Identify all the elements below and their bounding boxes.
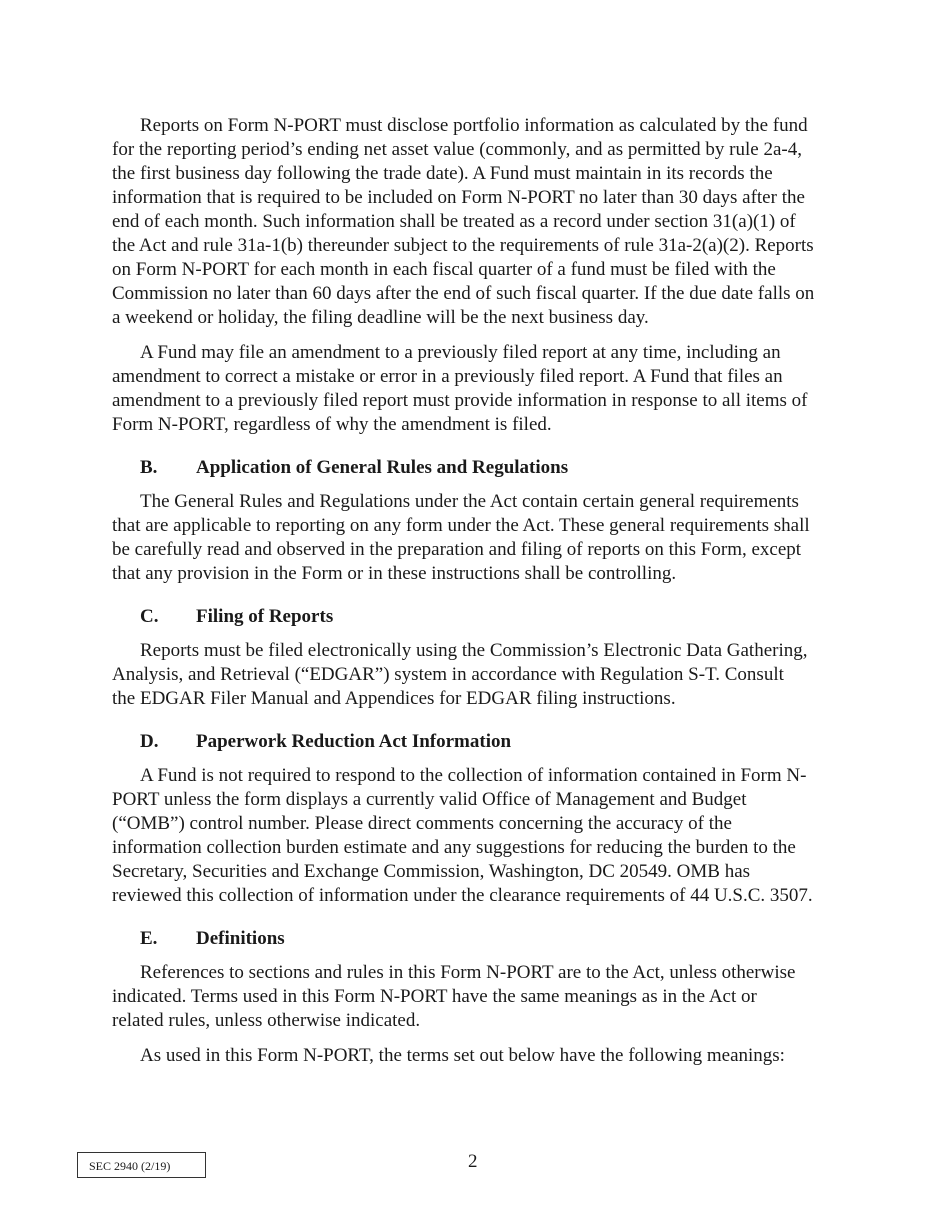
- section-title: Application of General Rules and Regulations: [196, 457, 569, 478]
- text-line: be carefully read and observed in the preparation and filing of reports on this Form, except: [112, 539, 802, 560]
- text-line: indicated. Terms used in this Form N-PORT have the same meanings as in the Act or: [112, 986, 757, 1007]
- section-title: Definitions: [196, 928, 285, 949]
- text-line: amendment to a previously filed report must provide information in response to all items of: [112, 390, 808, 411]
- section-letter: B.: [140, 457, 158, 478]
- text-line: the Act and rule 31a-1(b) thereunder subject to the requirements of rule 31a-2(a)(2). Reports: [112, 235, 814, 256]
- text-line: related rules, unless otherwise indicated.: [112, 1010, 421, 1031]
- form-code: SEC 2940 (2/19): [89, 1159, 171, 1173]
- text-line: Analysis, and Retrieval (“EDGAR”) system in accordance with Regulation S-T. Consult: [112, 664, 784, 685]
- section-title: Paperwork Reduction Act Information: [196, 731, 512, 752]
- text-line: that any provision in the Form or in these instructions shall be controlling.: [112, 563, 677, 584]
- text-line: on Form N-PORT for each month in each fiscal quarter of a fund must be filed with the: [112, 259, 776, 280]
- text-line: As used in this Form N-PORT, the terms set out below have the following meanings:: [140, 1045, 785, 1066]
- text-line: The General Rules and Regulations under the Act contain certain general requirements: [140, 491, 799, 512]
- section-heading: [140, 730, 511, 754]
- page-number: 2: [468, 1151, 478, 1172]
- paragraph: [112, 639, 852, 711]
- text-line: Secretary, Securities and Exchange Commission, Washington, DC 20549. OMB has: [112, 861, 751, 882]
- text-line: PORT unless the form displays a currently valid Office of Management and Budget: [112, 789, 747, 810]
- section-letter: E.: [140, 928, 158, 949]
- text-line: the first business day following the trade date). A Fund must maintain in its records the: [112, 163, 773, 184]
- text-line: information collection burden estimate and any suggestions for reducing the burden to the: [112, 837, 796, 858]
- text-line: References to sections and rules in this Form N-PORT are to the Act, unless otherwise: [140, 962, 796, 983]
- text-line: that are applicable to reporting on any form under the Act. These general requirements shall: [112, 515, 810, 536]
- text-line: (“OMB”) control number. Please direct comments concerning the accuracy of the: [112, 813, 732, 834]
- section-letter: D.: [140, 731, 159, 752]
- text-line: Reports on Form N-PORT must disclose portfolio information as calculated by the fund: [140, 115, 808, 136]
- section-heading: [140, 927, 285, 951]
- paragraph: [112, 490, 852, 586]
- paragraph: [112, 341, 852, 437]
- paragraph: [112, 114, 852, 330]
- text-line: for the reporting period’s ending net asset value (commonly, and as permitted by rule 2a-4,: [112, 139, 802, 160]
- section-title: Filing of Reports: [196, 606, 334, 627]
- text-line: amendment to correct a mistake or error in a previously filed report. A Fund that files an: [112, 366, 783, 387]
- section-letter: C.: [140, 606, 159, 627]
- text-line: A Fund is not required to respond to the collection of information contained in Form N-: [140, 765, 807, 786]
- form-code-box: [77, 1152, 206, 1178]
- text-line: Reports must be filed electronically using the Commission’s Electronic Data Gathering,: [140, 640, 808, 661]
- text-line: A Fund may file an amendment to a previously filed report at any time, including an: [140, 342, 781, 363]
- text-line: Form N-PORT, regardless of why the amendment is filed.: [112, 414, 552, 435]
- text-line: information that is required to be included on Form N-PORT no later than 30 days after the: [112, 187, 805, 208]
- paragraph: [112, 764, 852, 908]
- section-heading: [140, 605, 333, 629]
- text-line: the EDGAR Filer Manual and Appendices for EDGAR filing instructions.: [112, 688, 676, 709]
- paragraph: [112, 961, 852, 1033]
- text-line: Commission no later than 60 days after the end of such fiscal quarter. If the due date falls on: [112, 283, 815, 304]
- text-line: reviewed this collection of information under the clearance requirements of 44 U.S.C. 3507.: [112, 885, 813, 906]
- text-line: a weekend or holiday, the filing deadline will be the next business day.: [112, 307, 649, 328]
- section-heading: [140, 456, 568, 480]
- paragraph: [112, 1044, 852, 1068]
- text-line: end of each month. Such information shall be treated as a record under section 31(a)(1) of: [112, 211, 796, 232]
